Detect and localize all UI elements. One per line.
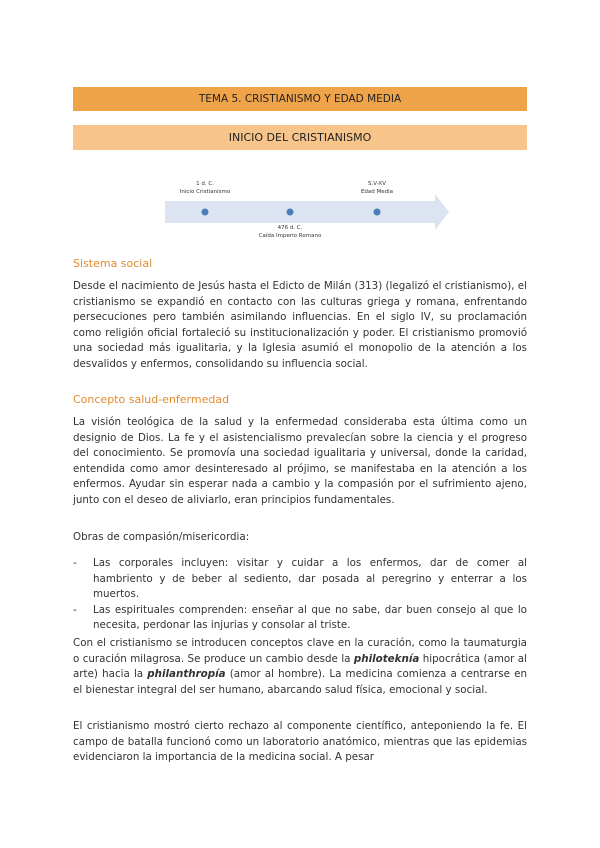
health-heading: Concepto salud-enfermedad bbox=[73, 393, 230, 406]
timeline-event-3 bbox=[352, 180, 402, 196]
timeline bbox=[165, 168, 455, 248]
timeline-dot-1 bbox=[202, 209, 209, 216]
list-item bbox=[73, 556, 527, 603]
term-philanthropia: philanthropía bbox=[147, 668, 226, 680]
timeline-event-2 bbox=[255, 224, 325, 240]
timeline-event-date: S.V-XV bbox=[368, 181, 386, 187]
term-philoteknia: philoteknía bbox=[353, 652, 420, 665]
timeline-dot-3 bbox=[374, 209, 381, 216]
timeline-dot-2 bbox=[287, 209, 294, 216]
cure-text-3: (amor al hombre). La medicina comienza a centrarse en el bienestar integral del ser humano, abarcando salud física, emocional y social. bbox=[73, 668, 527, 696]
social-paragraph: Desde el nacimiento de Jesús hasta el Edicto de Milán (313) (legalizó el cristianismo), el cristianismo se expandió en contacto con las culturas griega y romana, enfrentando persecuciones pero también asimilando influencias. En el siglo IV, su proclamación como religión oficial fortaleció su institucionalización y poder. El cristianismo promovió una sociedad más igualitaria, y la Iglesia asumió el monopolio de la atención a los desvalidos y enfermos, consolidando su influencia social. bbox=[73, 280, 527, 370]
cure-text-1: Con el cristianismo se introducen conceptos clave en la curación, como la taumaturgia o curación milagrosa. Se produce un cambio desde la bbox=[73, 637, 527, 665]
bullet-mark: - bbox=[73, 603, 77, 616]
health-paragraph: La visión teológica de la salud y la enfermedad consideraba esta última como un designio de Dios. La fe y el asistencialismo prevalecían sobre la ciencia y el progreso del conocimiento. Se promovía una sociedad igualitaria y universal, donde la caridad, entendida como amor desinteresado al prójimo, se manifestaba en la atención a los enfermos. Ayudar sin esperar nada a cambio y la compasión por el sufrimiento ajeno, junto con el deseo de aliviarlo, eran principios fundamentales. bbox=[73, 416, 527, 506]
works-list bbox=[73, 556, 527, 634]
works-intro: Obras de compasión/misericordia: bbox=[73, 531, 250, 543]
section-title-banner: INICIO DEL CRISTIANISMO bbox=[73, 125, 527, 150]
list-item-text: Las espirituales comprenden: enseñar al que no sabe, dar buen consejo al que lo necesita, perdonar las injurias y consolar al triste. bbox=[93, 603, 527, 631]
list-item-text: Las corporales incluyen: visitar y cuidar a los enfermos, dar de comer al hambriento y de beber al sediento, dar posada al peregrino y enterrar a los muertos. bbox=[93, 557, 527, 600]
chapter-title-banner: TEMA 5. CRISTIANISMO Y EDAD MEDIA bbox=[73, 87, 527, 111]
bullet-mark: - bbox=[73, 557, 77, 569]
timeline-event-1 bbox=[175, 180, 235, 196]
science-paragraph: El cristianismo mostró cierto rechazo al componente científico, anteponiendo la fe. El campo de batalla funcionó como un laboratorio anatómico, mientras que las epidemias evidenciaron la importancia de la medicina social. A pesar bbox=[73, 720, 527, 763]
list-item bbox=[73, 603, 527, 634]
timeline-event-label: Caída Imperio Romano bbox=[258, 233, 322, 239]
timeline-event-label: Edad Media bbox=[360, 189, 394, 195]
social-heading: Sistema social bbox=[73, 257, 153, 270]
cure-paragraph bbox=[73, 636, 527, 698]
timeline-event-date: 1 d. C. bbox=[196, 181, 214, 187]
cure-text-2: hipocrática (amor al arte) hacia la bbox=[73, 652, 527, 680]
timeline-event-label: Inicio Cristianismo bbox=[179, 189, 231, 195]
timeline-event-date: 476 d. C. bbox=[277, 225, 303, 231]
